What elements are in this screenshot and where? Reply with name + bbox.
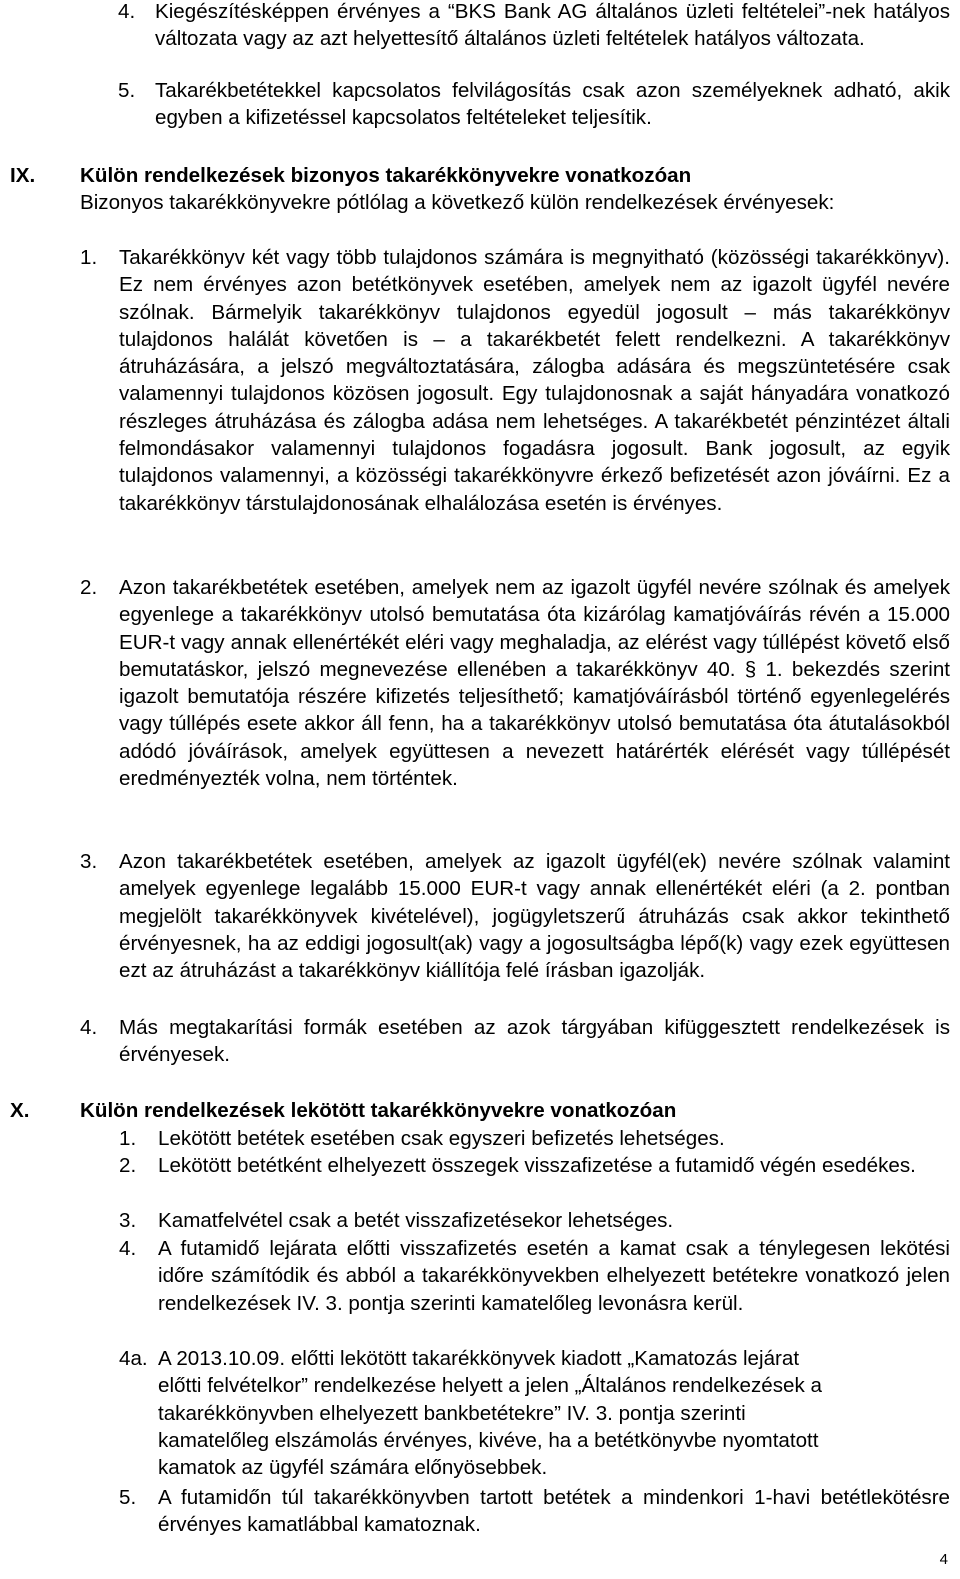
list-item [119, 1345, 950, 1481]
section-number: IX. [10, 164, 36, 187]
list-item [119, 1125, 950, 1152]
item-text-line: előtti felvételkor” rendelkezése helyett a jelen „Általános rendelkezések a [158, 1374, 822, 1398]
item-text-line: kamatelőleg elszámolás érvényes, kivéve, ha a betétkönyvbe nyomtatott [158, 1428, 819, 1452]
list-item [80, 244, 950, 517]
list-item [118, 77, 950, 132]
item-text: Kamatfelvétel csak a betét visszafizetésekor lehetséges. [158, 1209, 674, 1232]
list-item [119, 1235, 950, 1317]
item-text-line: takarékkönyvben elhelyezett bankbetétekre” IV. 3. pontja szerinti [158, 1401, 746, 1425]
item-text: Más megtakarítási formák esetében az azok tárgyában kifüggesztett rendelkezések is érvényesek. [119, 1016, 950, 1067]
item-number: 4. [80, 1016, 98, 1039]
item-number: 3. [119, 1209, 137, 1232]
section-number: X. [10, 1099, 30, 1122]
section-title: Külön rendelkezések lekötött takarékkönyvekre vonatkozóan [80, 1099, 677, 1122]
item-text: Azon takarékbetétek esetében, amelyek nem az igazolt ügyfél nevére szólnak és amelyek egyenlege a takarékkönyv utolsó bemutatása óta kizárólag kamatjóváírás révén a 15.000 EUR-t vagy annak ellenértékét eléri vagy meghaladja, az elérést vagy túllépést követő első bemutatáskor, jelszó megnevezése ellenében a takarékkönyv 40. § 1. bekezdés szerint igazolt bemutatója részére kifizetés teljesíthető; kamatjóváírásból történő egyenlegelérés vagy túllépés esete akkor áll fenn, ha a takarékkönyv utolsó bemutatása óta átutalásokból adódó jóváírások, amelyek együttesen a nevezett határérték elérését vagy túllépését eredményezték volna, nem történtek. [119, 576, 950, 791]
item-number: 5. [118, 79, 136, 102]
list-item [80, 574, 950, 792]
item-text: Takarékkönyv két vagy több tulajdonos számára is megnyitható (közösségi takarékkönyv). Ez nem érvényes azon betétkönyvek esetében, amelyek nem az igazolt ügyfél nevére szólnak. Bármelyik takarékkönyv tulajdonos egyedül jogosult – más takarékkönyv tulajdonos halálát követően is – a takarékbetét felett rendelkezni. A takarékkönyv átruházására, a jelszó megváltoztatására, zálogba adására és megszüntetésére csak valamennyi tulajdonos közösen jogosult. Egy tulajdonosnak a saját hányadára vonatkozó részleges átruházása és zálogba adása nem lehetséges. A takarékbetét pénzintézet általi felmondásakor valamennyi tulajdonos fogadásra jogosult. Bank jogosult, az egyik tulajdonos valamennyi, a közösségi takarékkönyvre érkező befizetését azon jóváírni. Ez a takarékkönyv társtulajdonosának elhalálozása esetén is érvényes. [119, 246, 950, 515]
item-number: 5. [119, 1486, 137, 1509]
item-number: 4. [119, 1237, 137, 1260]
list-item [118, 0, 950, 53]
item-text: Azon takarékbetétek esetében, amelyek az igazolt ügyfél(ek) nevére szólnak valamint amelyek egyenlege legalább 15.000 EUR-t vagy annak ellenértékét eléri (a 2. pontban megjelölt takarékkönyvek kivételével), jogügyletszerű átruházás csak akkor tekinthető érvényesnek, ha az eddigi jogosult(ak) vagy a jogosultságba lépő(k) vagy ezek együttesen ezt az átruházást a takarékkönyv kiállítója felé írásban igazolják. [119, 850, 950, 983]
item-text-line: kamatok az ügyfél számára előnyösebbek. [158, 1456, 548, 1480]
item-text: Lekötött betétként elhelyezett összegek visszafizetése a futamidő végén esedékes. [158, 1154, 916, 1177]
section-title: Külön rendelkezések bizonyos takarékkönyvekre vonatkozóan [80, 164, 692, 187]
item-number: 2. [80, 576, 98, 599]
item-text-line: A 2013.10.09. előtti lekötött takarékkönyvek kiadott „Kamatozás lejárat [158, 1347, 800, 1370]
list-item [119, 1207, 950, 1234]
list-item [80, 1014, 950, 1069]
item-number: 3. [80, 850, 98, 873]
list-item [119, 1152, 950, 1179]
list-item [119, 1484, 950, 1539]
item-number: 1. [80, 246, 98, 269]
list-item [80, 848, 950, 984]
page-number: 4 [939, 1551, 948, 1568]
item-number: 1. [119, 1127, 137, 1150]
item-text: Takarékbetétekkel kapcsolatos felvilágosítás csak azon személyeknek adható, akik egyben a kifizetéssel kapcsolatos feltételeket teljesítik. [155, 79, 950, 130]
item-number: 4a. [119, 1347, 148, 1370]
item-number: 2. [119, 1154, 137, 1177]
item-text: A futamidő lejárata előtti visszafizetés esetén a kamat csak a ténylegesen lekötési időre számítódik és abból a takarékkönyvekben elhelyezett betétekre vonatkozó jelen rendelkezések IV. 3. pontja szerinti kamatelőleg levonásra kerül. [158, 1237, 950, 1315]
item-text: Kiegészítésképpen érvényes a “BKS Bank AG általános üzleti feltételei”-nek hatályos változata vagy az azt helyettesítő általános üzleti feltételek hatályos változata. [155, 0, 950, 51]
item-text: Lekötött betétek esetében csak egyszeri befizetés lehetséges. [158, 1127, 725, 1150]
section-intro: Bizonyos takarékkönyvekre pótlólag a következő külön rendelkezések érvényesek: [80, 191, 835, 214]
item-number: 4. [118, 0, 136, 23]
item-text: A futamidőn túl takarékkönyvben tartott betétek a mindenkori 1-havi betétlekötésre érvényes kamatlábbal kamatoznak. [158, 1486, 950, 1537]
